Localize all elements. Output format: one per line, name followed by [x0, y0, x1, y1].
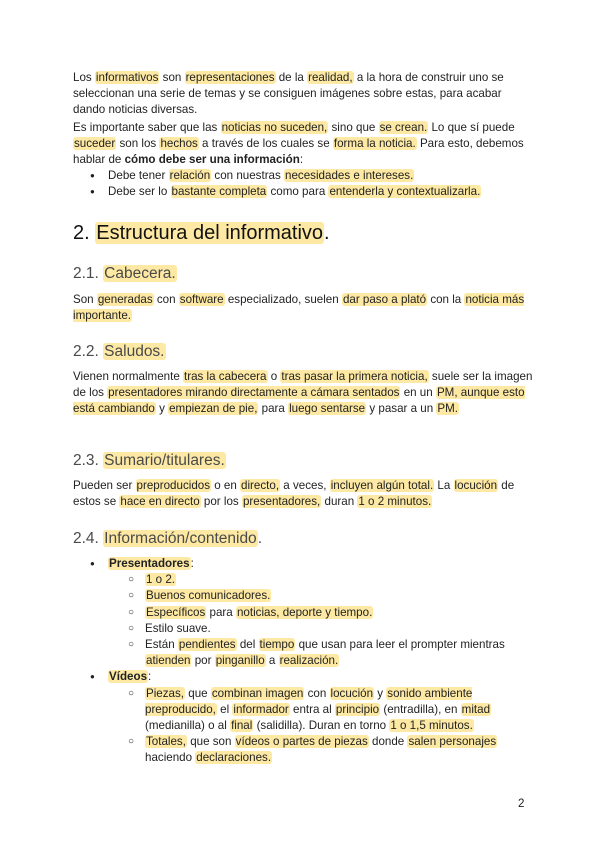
bold-text: cómo debe ser una información [124, 153, 300, 167]
subsection-heading-2-3 [73, 451, 226, 471]
section-heading-2 [73, 220, 330, 246]
highlight: PM. [437, 402, 459, 416]
text-run: con [153, 293, 179, 306]
text-run: que usan para leer el prompter mientras [295, 638, 505, 652]
sub-list-item [73, 588, 533, 604]
sub-list-item [73, 686, 533, 735]
highlight: final [231, 719, 253, 733]
text-run: del [236, 638, 259, 652]
sub-list-item [73, 621, 533, 637]
text-run: que son [186, 735, 235, 749]
highlight: presentadores, [242, 495, 321, 509]
highlight: empiezan de pie, [169, 402, 258, 416]
text-run: para [258, 402, 289, 416]
sub-list-item [73, 605, 533, 621]
highlight: luego sentarse [289, 402, 366, 416]
highlight: vídeos o partes de piezas [235, 735, 368, 749]
highlight: preproducidos [136, 479, 211, 492]
text-run: y [374, 686, 387, 700]
text-run: a veces, [280, 479, 330, 492]
highlight: representaciones [185, 71, 275, 84]
text-run: en un [400, 386, 436, 400]
text-run: o [267, 370, 281, 383]
text-run: a través de los cuales se [198, 137, 333, 151]
highlight: Piezas, [146, 686, 185, 700]
highlight: hechos [160, 137, 198, 151]
highlight: sonido ambiente preproducido, [145, 686, 473, 716]
text-run: como para [267, 185, 329, 199]
highlight: Cabecera. [104, 265, 176, 282]
highlight: software [179, 293, 224, 306]
text-run: Debe ser lo [108, 185, 171, 199]
highlight: hace en directo [120, 495, 200, 509]
subsection-heading-2-1 [73, 264, 177, 284]
subsection-2-4-body [73, 556, 533, 767]
text-run: de la [275, 71, 308, 84]
text-run: Lo que sí puede [428, 121, 515, 134]
text-run: Están [145, 638, 178, 652]
highlight: 1 o 2. [146, 573, 176, 587]
highlight: bastante completa [171, 185, 267, 199]
highlight: noticia más importante. [73, 293, 525, 323]
highlight: pinganillo [215, 654, 265, 668]
text-run: que [185, 686, 211, 700]
highlight: suceder [74, 137, 116, 151]
text-run: Son [73, 293, 97, 306]
highlight: informativos [95, 71, 159, 84]
text-run: Estilo suave. [145, 621, 211, 635]
text-run: por [191, 654, 215, 668]
subsection-2-2-body [73, 369, 533, 418]
highlight: 1 o 1,5 minutos. [390, 719, 473, 733]
text-run: por los [200, 495, 242, 509]
sub-list-item [73, 734, 533, 766]
intro-paragraph-2 [73, 120, 533, 169]
highlight: combinan imagen [211, 686, 304, 700]
text-run: (salidilla). Duran en torno [253, 719, 390, 733]
intro-paragraph-1 [73, 70, 533, 119]
sub-list-item [73, 572, 533, 588]
highlight: tiempo [259, 638, 295, 652]
highlight: locución [454, 479, 498, 492]
list-item-presentadores [73, 556, 533, 572]
heading-number: 2.3. [73, 452, 104, 469]
text-run: con nuestras [211, 169, 285, 182]
text-run: entra al [289, 702, 335, 716]
bold-highlight: Presentadores [109, 557, 190, 570]
highlight: se crean. [379, 121, 428, 134]
text-run: suele ser la imagen de los [73, 370, 533, 400]
text-run: a [265, 654, 279, 668]
highlight: Totales, [146, 735, 186, 749]
highlight: tras pasar la primera noticia, [281, 370, 428, 383]
highlight: realización. [279, 654, 339, 668]
text-run: el [216, 702, 233, 716]
subsection-2-1-body [73, 292, 533, 324]
text-run: a la hora de construir uno se seleccionan una serie de temas y se consiguen imágenes sobre estas, para acabar dando noticias diversas. [73, 71, 504, 117]
highlight: Buenos comunicadores. [146, 589, 271, 603]
highlight: necesidades e intereses. [285, 169, 414, 182]
highlight: locución [330, 686, 374, 700]
highlight: noticias, deporte y tiempo. [236, 605, 373, 619]
highlight: relación [169, 169, 211, 182]
list-item [73, 168, 533, 184]
page-number: 2 [518, 797, 525, 810]
text-run: son [159, 71, 185, 84]
text-run: donde [368, 735, 408, 749]
text-run: o en [211, 479, 241, 492]
text-run: y [155, 402, 169, 416]
heading-number: 2.1. [73, 265, 104, 282]
text-run: Debe tener [108, 169, 169, 182]
bold-highlight: Vídeos [109, 670, 148, 684]
text-run: son los [116, 137, 160, 151]
highlight: forma la noticia. [333, 137, 416, 151]
content-list [73, 556, 533, 767]
text-run: especializado, suelen [224, 293, 342, 306]
text-run: duran [321, 495, 358, 509]
heading-number: 2.2. [73, 343, 104, 360]
text-run: Es importante saber que las [73, 121, 221, 134]
text-run: La [434, 479, 454, 492]
list-item [73, 184, 533, 200]
highlight: Saludos. [104, 343, 165, 360]
text-run: para [206, 605, 236, 619]
highlight: principio [335, 702, 380, 716]
text-run: sino que [328, 121, 379, 134]
highlight: realidad, [308, 71, 353, 84]
text-run: Para esto, debemos hablar de [73, 137, 524, 167]
text-run: (medianilla) o al [145, 719, 231, 733]
highlight: dar paso a plató [342, 293, 427, 306]
highlight: entenderla y contextualizarla. [329, 185, 481, 199]
text-run: : [299, 153, 304, 167]
text-run: . [324, 222, 330, 244]
highlight: declaraciones. [196, 751, 272, 765]
highlight: atienden [146, 654, 191, 668]
subsection-heading-2-2 [73, 342, 166, 362]
highlight: pendientes [178, 638, 236, 652]
list-item-videos [73, 669, 533, 685]
text-run: de estos se [73, 479, 515, 509]
highlight: noticias no suceden, [221, 121, 328, 134]
sub-list-item [73, 637, 533, 669]
text-run: (entradilla), en [380, 702, 461, 716]
text-run: con [304, 686, 330, 700]
highlight: tras la cabecera [184, 370, 267, 383]
highlight: presentadores mirando directamente a cámara sentados [108, 386, 400, 400]
text-run: haciendo [145, 751, 196, 765]
highlight: generadas [97, 293, 153, 306]
text-run: con la [427, 293, 465, 306]
highlight: mitad [461, 702, 491, 716]
highlight: Estructura del informativo [96, 222, 324, 244]
text-run: Vienen normalmente [73, 370, 183, 383]
text-run: : [190, 557, 194, 570]
highlight: PM, aunque esto está cambiando [73, 386, 525, 416]
text-run: : [148, 670, 152, 684]
highlight: incluyen algún total. [330, 479, 434, 492]
highlight: Información/contenido [104, 530, 257, 547]
highlight: directo, [241, 479, 280, 492]
highlight: informador [233, 702, 289, 716]
text-run: y pasar a un [366, 402, 437, 416]
subsection-heading-2-4 [73, 529, 262, 549]
text-run: Pueden ser [73, 479, 136, 492]
highlight: 1 o 2 minutos. [358, 495, 432, 509]
text-run: Los [73, 71, 95, 84]
highlight: Específicos [146, 605, 206, 619]
text-run: . [257, 530, 262, 547]
highlight: salen personajes [408, 735, 497, 749]
intro-bullet-list [73, 168, 533, 200]
heading-number: 2. [73, 222, 96, 244]
heading-number: 2.4. [73, 530, 104, 547]
highlight: Sumario/titulares. [104, 452, 225, 469]
subsection-2-3-body [73, 478, 533, 510]
